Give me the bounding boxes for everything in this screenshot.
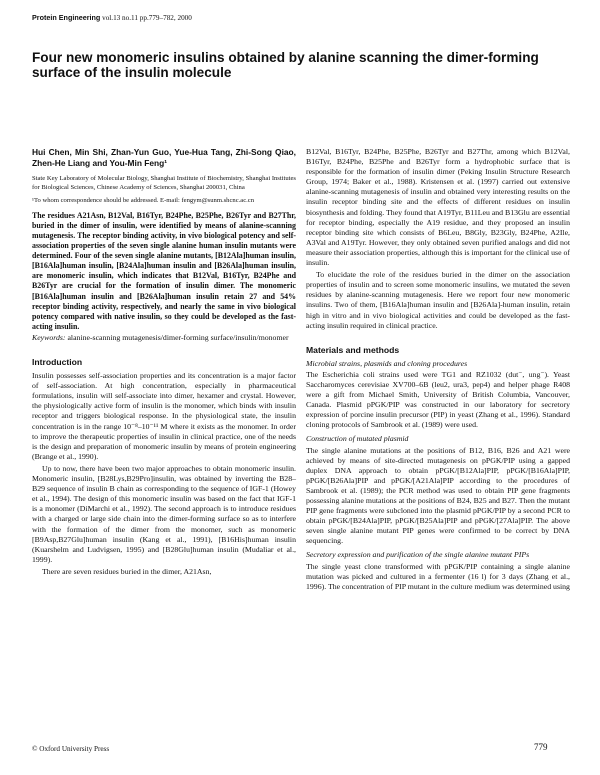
- paper-title: Four new monomeric insulins obtained by alanine scanning the dimer-forming surface of the insulin molecule: [32, 50, 539, 80]
- paragraph: The single yeast clone transformed with pPGK/PIP containing a single alanine mutation was picked and cultured in a fermenter (16 l) for 3 days (Zhang et al., 1996). The concentration of PIP mutant in the culture medium was determined using: [306, 561, 570, 591]
- affiliation: State Key Laboratory of Molecular Biology, Shanghai Institute of Biochemistry, Shanghai Institutes for Biological Sciences, Chinese Academy of Sciences, Shanghai 200031, China: [32, 175, 296, 191]
- journal-name: Protein Engineering: [32, 13, 101, 22]
- subsection-heading: Secretory expression and purification of the single alanine mutant PIPs: [306, 550, 530, 560]
- subsection-heading: Construction of mutated plasmid: [306, 434, 409, 444]
- keywords-label: Keywords:: [32, 332, 66, 342]
- paragraph: The single alanine mutations at the positions of B12, B16, B26 and A21 were achieved by means of site-directed mutagenesis on pPGK/PIP using a gapped duplex DNA approach to obtain pPGK/[B12Ala]PIP, pPGK/[B16Ala]PIP, pPGK/[B26Ala]PIP and pPGK/[A21Ala]PIP according to the procedures of Sambrook et al. (1989); the PCR method was used to obtain PIP gene fragments possessing alanine mutations at the positions of B24, B25 and B27. Then the mutant PIP gene fragments were subcloned into the plasmid pPGK/PIP by a second PCR to obtain pPGK/[B24Ala]PIP, pPGK/[B25Ala]PIP and pPGK/[27Ala]PIP. The above seven single alanine mutant PIP genes were confirmed to be correct by DNA sequencing.: [306, 445, 570, 546]
- paragraph: Insulin possesses self-association properties and its concentration is a major factor of self-association. At high concentration, especially in pharmaceutical formulations, insulin will self-associate into dimer, hexamer and crystal. However, the physiologically active form of insulin is the monomer, which binds with insulin receptor and triggers biological response. In the physiological state, the insulin concentration is in the range 10⁻⁸–10⁻¹¹ M where it exists as the monomer. In order to improve the therapeutic properties of insulin in clinical practice, one of the needs is the design and preparation of monomeric insulin by means of protein engineering (Brange et al., 1990).: [32, 371, 296, 461]
- page-number: 779: [534, 742, 548, 752]
- paragraph: B12Val, B16Tyr, B24Phe, B25Phe, B26Tyr and B27Thr, among which B12Val, B16Tyr, B24Phe, B25Phe and B26Tyr form a hydrophobic surface that is responsible for the formation of insulin dimer (Peking Insulin Structure Research Group, 1974; Baker et al., 1988). Kristensen et al. (1997) carried out extensive alanine-scanning mutagenesis of insulin and obtained very interesting results on the insulin receptor binding site and the effects of different residues on insulin biosynthesis and folding. They found that A19Tyr, B11Leu and B13Glu are essential for receptor binding, especially the A19 residue, and they proposed an insulin receptor binding site which consists of B6Leu, B8Gly, B23Gly, B24Phe, A2Ile, A3Val and A19Tyr. However, they only obtained seven purified analogs and did not measure their association properties, although this is important for the clinical use of insulin.: [306, 147, 570, 268]
- subsection-heading: Microbial strains, plasmids and cloning procedures: [306, 358, 468, 368]
- paragraph: The Escherichia coli strains used were TG1 and RZ1032 (dut⁻, ung⁻). Yeast Saccharomyces cerevisiae XV700–6B (leu2, ura3, pep4) and helper phage R408 were a gift from Michael Smith, University of British Columbia, Vancouver, Canada. Plasmid pPGK/PIP was constructed in our laboratory for secretory expression of porcine insulin precursor (PIP) in yeast (Zhang et al., 1996). Standard cloning protocols of Sambrook et al. (1989) were used.: [306, 369, 570, 430]
- correspondence-note: ¹To whom correspondence should be addressed. E-mail: fengym@sunm.shcnc.ac.cn: [32, 197, 255, 205]
- author-list: Hui Chen, Min Shi, Zhan-Yun Guo, Yue-Hua Tang, Zhi-Song Qiao, Zhen-He Liang and You-Min Feng¹: [32, 147, 296, 168]
- paragraph: Up to now, there have been two major approaches to obtain monomeric insulin. Monomeric insulin, [B28Lys,B29Pro]insulin, was obtained by inverting the B28–B29 sequence of insulin B chain as corresponding to the sequence of IGF-1 (Howey et al., 1994). The design of this monomeric insulin was based on the fact that IGF-1 is a monomer (DiMarchi et al., 1992). The second approach is to introduce residues with a charged or large side chain into the dimer-forming surface so as to interfere with the formation of the dimer from the monomer, such as monomeric [B9Asp,B27Glu]human insulin (Kang et al., 1991), [B16His]human insulin (Kuarshelm and Ludvigsen, 1995) and [B28Glu]human insulin (Mudaliar et al., 1999).: [32, 463, 296, 564]
- keywords: [32, 333, 296, 343]
- journal-details: vol.13 no.11 pp.779–782, 2000: [102, 14, 192, 22]
- paragraph: There are seven residues buried in the dimer, A21Asn,: [42, 566, 212, 576]
- right-column: [306, 147, 570, 594]
- journal-header: [32, 13, 192, 22]
- section-heading-introduction: Introduction: [32, 357, 83, 367]
- abstract: The residues A21Asn, B12Val, B16Tyr, B24Phe, B25Phe, B26Tyr and B27Thr, buried in the dimer of insulin, were identified by means of alanine-scanning mutagenesis. The receptor binding activity, in vivo biological potency and self-association properties of the seven single alanine human insulin mutants were determined. Four of the seven single alanine mutants, [B12Ala]human insulin, [B16Ala]human insulin, [B24Ala]human insulin and [B26Ala]human insulin, are monomeric insulin, which indicates that B12Val, B16Tyr, B24Phe and B26Tyr are crucial for the formation of insulin dimer. The monomeric [B16Ala]human insulin and [B26Ala]human insulin retain 27 and 54% receptor binding activity, respectively, and nearly the same in vivo biological potency compared with native insulin, so they could be developed as the fast-acting insulin.: [32, 210, 296, 331]
- section-heading-methods: Materials and methods: [306, 344, 400, 355]
- copyright-footer: © Oxford University Press: [32, 745, 110, 753]
- left-column: [32, 147, 296, 579]
- paragraph: To elucidate the role of the residues buried in the dimer on the association properties of insulin and to screen some monomeric insulins, we mutated the seven residues by alanine-scanning mutagenesis. Here we report four new monomeric insulins. Two of them, [B16Ala]human insulin and [B26Ala]-human insulin, retain high in vitro and in vivo biological activities and could be developed as the fast-acting insulin required in clinical practice.: [306, 270, 570, 330]
- keywords-text: alanine-scanning mutagenesis/dimer-forming surface/insulin/monomer: [67, 332, 289, 342]
